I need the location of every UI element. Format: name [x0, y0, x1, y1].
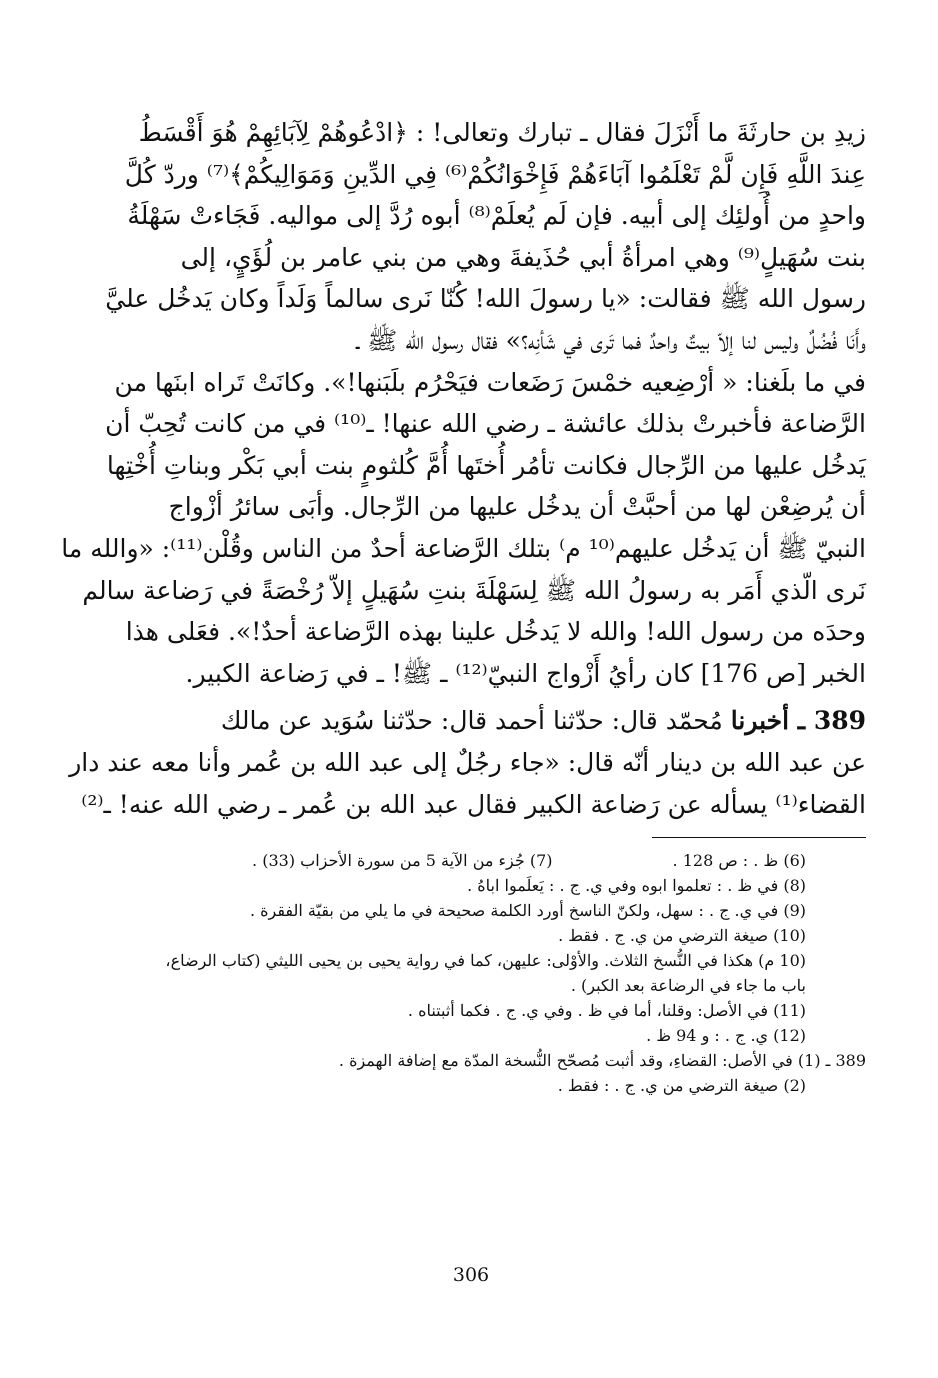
text-line: النبيّ ﷺ أن يَدخُل عليهم⁽¹⁰ م⁾ بتلك الرَّضاعة أحدٌ من الناس وقُلْن⁽¹¹⁾: «والله ما — [61, 533, 866, 563]
text-line: عن عبد الله بن دينار أنّه قال: «جاء رجُلٌ إلى عبد الله بن عُمر وأنا معه عند دار — [69, 747, 866, 777]
report-first-line — [76, 700, 866, 742]
report-first-line-text: مُحمّد قال: حدّثنا أحمد قال: حدّثنا سُوَيد عن مالك — [220, 706, 723, 736]
main-text — [61, 112, 866, 825]
footnote-389-2: (2) صيغة الترضي من ي. ج . : فقط . — [557, 1076, 806, 1096]
footnote-12: (12) ي. ج . : و 94 ظ . — [646, 1026, 806, 1046]
footnote-divider — [652, 837, 866, 838]
footnote-10: (10) صيغة الترضي من ي. ج . فقط . — [558, 926, 806, 946]
text-line: الخبر [ص 176] كان رأيُ أَزْواج النبيّ⁽¹²⁾ ـ ﷺ! ـ في رَضاعة الكبير. — [185, 658, 866, 688]
report-number: 389 ـ أخبرنا — [730, 706, 866, 736]
footnote-389-1: 389 ـ (1) في الأصل: القضاءِ، وقد أثبت مُصحّح النُّسخة المدّة مع إضافة الهمزة . — [338, 1051, 866, 1071]
footnote-6: (6) ظ . : ص 128 . — [672, 851, 806, 871]
text-line: في ما بلَغنا: « أرْضِعيه خمْسَ رَضَعات فيَحْرُم بلَبَنها!». وكانَتْ تَراه ابنَها من — [114, 367, 866, 397]
footnote-8: (8) في ظ . : تعلموا ابوه وفي ي. ج . : يَعلَموا اباهُ . — [467, 876, 806, 896]
text-line: وأَنَا فُضُلٌ وليس لنا إلاّ بيتٌ واحدٌ فما تَرى في شَأنِه؟» فقال رسول الله ﷺ ـ — [356, 325, 866, 355]
footnotes — [76, 848, 866, 1098]
text-line: عِندَ اللَّهِ فَإِن لَّمْ تَعْلَمُوا آبَاءَهُمْ فَإِخْوَانُكُمْ⁽⁶⁾ فِي الدِّينِ وَمَوَالِيكُمْ﴾⁽⁷⁾ وردّ كُلَّ — [124, 159, 866, 189]
page-number: 306 — [452, 1264, 490, 1286]
page — [61, 112, 866, 1352]
footnote-9: (9) في ي. ج . : سهل، ولكنّ الناسخ أورد الكلمة صحيحة في ما يلي من بقيّة الفقرة . — [249, 901, 806, 921]
text-line: وحدَه من رسول الله! والله لا يَدخُل علينا بهذه الرَّضاعة أحدٌ!». فعَلى هذا — [125, 617, 866, 647]
footnote-11: (11) في الأصل: وقلنا، أما في ظ . وفي ي. ج . فكما أثبتناه . — [407, 1001, 806, 1021]
footnote-10m: (10 م) هكذا في النُّسخ الثلاث. والأوْلى: عليهن، كما في رواية يحيى بن يحيى الليثي (كتاب الرضاع، باب ما جاء في الرضاعة بعد الكبر) . — [165, 951, 806, 996]
text-line: نَرى الّذي أَمَر به رسولُ الله ﷺ لِسَهْلَةَ بنتِ سُهَيلٍ إلاّ رُخْصَةً في رَضاعة سالم — [82, 575, 866, 605]
text-line: زيدِ بن حارثَةَ ما أَنْزَلَ فقال ـ تبارك وتعالى! : ﴿ادْعُوهُمْ لِآبَائِهِمْ هُوَ أَقْسَطُ — [138, 118, 866, 147]
text-line: القضاء⁽¹⁾ يسأله عن رَضاعة الكبير فقال عبد الله بن عُمر ـ رضي الله عنه! ـ⁽²⁾ — [81, 789, 866, 819]
text-line: بنت سُهَيلٍ⁽⁹⁾ وهي امرأةُ أبي حُذَيفةَ وهي من بني عامر بن لُؤَيٍ، إلى — [180, 242, 866, 272]
text-line: رسول الله ﷺ فقالت: «يا رسولَ الله! كُنّا نَرى سالماً وَلَداً وكان يَدخُل عليَّ — [105, 284, 866, 314]
text-line: أن يُرضِعْن لها من أحبَّتْ أن يدخُل عليها من الرِّجال. وأبَى سائرُ أزْواج — [168, 492, 866, 522]
footnote-row — [76, 848, 806, 873]
text-line: واحدٍ من أُولئِك إلى أبيه. فإن لَم يُعلَمْ⁽⁸⁾ أبوه رُدَّ إلى مواليه. فَجَاءتْ سَهْلَةُ — [127, 201, 866, 231]
footnote-7: (7) جُزء من الآية 5 من سورة الأحزاب (33) . — [252, 851, 553, 871]
text-line: يَدخُل عليها من الرِّجال فكانت تأمُر أُختَها أُمَّ كُلثومٍ بنت أبي بَكْر وبناتِ أُخْتِها — [106, 450, 866, 480]
report-389 — [69, 700, 866, 825]
text-line: الرَّضاعة فأخبرتْ بذلك عائشة ـ رضي الله عنها! ـ⁽¹⁰⁾ في من كانت تُحِبّ أن — [105, 409, 866, 439]
